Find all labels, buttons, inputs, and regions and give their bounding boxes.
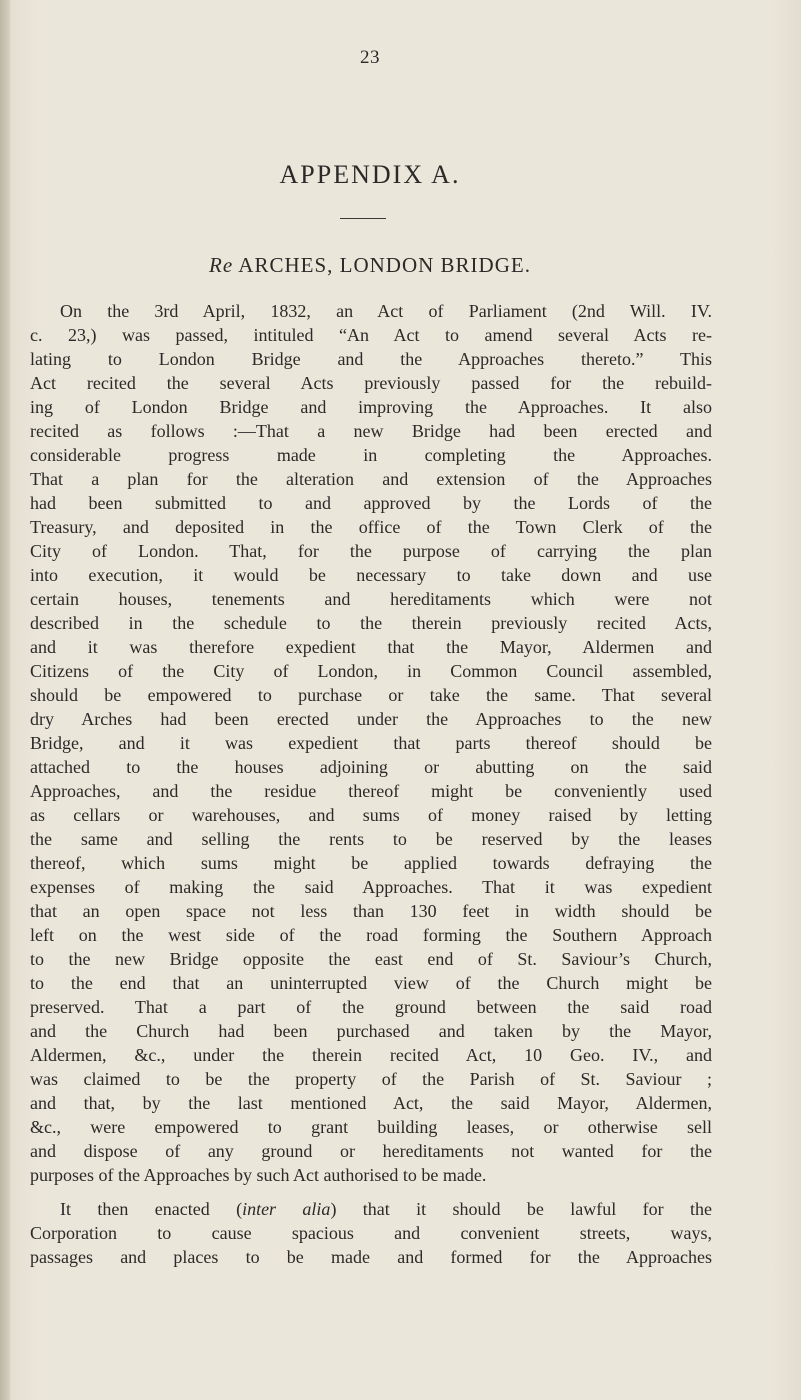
paragraph-line: On the 3rd April, 1832, an Act of Parliament (2nd Will. IV. [60, 301, 712, 321]
paragraph-line: recited as follows :—That a new Bridge had been erected and [30, 421, 712, 441]
paragraph-line: certain houses, tenements and hereditaments which were not [30, 589, 712, 609]
paragraph-line: Aldermen, &c., under the therein recited Act, 10 Geo. IV., and [30, 1045, 712, 1065]
paragraph-line: the same and selling the rents to be reserved by the leases [30, 829, 712, 849]
paragraph-line: Corporation to cause spacious and convenient streets, ways, [30, 1223, 712, 1243]
paragraph-line: City of London. That, for the purpose of carrying the plan [30, 541, 712, 561]
paragraph-line: c. 23,) was passed, intituled “An Act to amend several Acts re- [30, 325, 712, 345]
paragraph-line: Approaches, and the residue thereof might be conveniently used [30, 781, 712, 801]
paragraph-line: dry Arches had been erected under the Approaches to the new [30, 709, 712, 729]
paragraph-line: should be empowered to purchase or take the same. That several [30, 685, 712, 705]
paragraph-line: and the Church had been purchased and taken by the Mayor, [30, 1021, 712, 1041]
paragraph-line: as cellars or warehouses, and sums of money raised by letting [30, 805, 712, 825]
paragraph-line: That a plan for the alteration and extension of the Approaches [30, 469, 712, 489]
paragraph-line: Citizens of the City of London, in Common Council assembled, [30, 661, 712, 681]
latin-phrase: inter alia [242, 1199, 331, 1219]
paragraph-line: preserved. That a part of the ground between the said road [30, 997, 712, 1017]
subheading-title: ARCHES, LONDON BRIDGE. [238, 253, 531, 277]
binding-gutter [0, 0, 10, 1400]
paragraph-line: ing of London Bridge and improving the Approaches. It also [30, 397, 712, 417]
paragraph-line: passages and places to be made and formed for the Approaches [30, 1247, 712, 1267]
paragraph-line: and it was therefore expedient that the Mayor, Aldermen and [30, 637, 712, 657]
paragraph-line: was claimed to be the property of the Parish of St. Saviour ; [30, 1069, 712, 1089]
paragraph-line: &c., were empowered to grant building leases, or otherwise sell [30, 1117, 712, 1137]
paragraph-line: left on the west side of the road forming the Southern Approach [30, 925, 712, 945]
text-run: It then enacted ( [60, 1199, 243, 1219]
paragraph-line: described in the schedule to the therein previously recited Acts, [30, 613, 712, 633]
paragraph-line: to the new Bridge opposite the east end of St. Saviour’s Church, [30, 949, 712, 969]
paragraph-line: into execution, it would be necessary to take down and use [30, 565, 712, 585]
appendix-heading: APPENDIX A. [279, 160, 461, 189]
page-number: 23 [360, 47, 380, 68]
body-text [30, 299, 712, 1269]
paragraph-line: Bridge, and it was expedient that parts thereof should be [30, 733, 712, 753]
paragraph-line [30, 1197, 712, 1221]
paragraph-line: considerable progress made in completing the Approaches. [30, 445, 712, 465]
paragraph-line: and dispose of any ground or hereditaments not wanted for the [30, 1141, 712, 1161]
section-subheading [0, 253, 740, 278]
paragraph-line: Treasury, and deposited in the office of the Town Clerk of the [30, 517, 712, 537]
paragraph-1 [30, 299, 712, 1187]
heading-divider [340, 218, 386, 219]
paragraph-2 [30, 1197, 712, 1269]
paragraph-line: thereof, which sums might be applied towards defraying the [30, 853, 712, 873]
paragraph-line: to the end that an uninterrupted view of the Church might be [30, 973, 712, 993]
paragraph-line: had been submitted to and approved by the Lords of the [30, 493, 712, 513]
paragraph-line: and that, by the last mentioned Act, the said Mayor, Aldermen, [30, 1093, 712, 1113]
paragraph-line: lating to London Bridge and the Approaches thereto.” This [30, 349, 712, 369]
paragraph-line: expenses of making the said Approaches. That it was expedient [30, 877, 712, 897]
paragraph-line: that an open space not less than 130 feet in width should be [30, 901, 712, 921]
paragraph-line: purposes of the Approaches by such Act authorised to be made. [30, 1165, 487, 1185]
subheading-prefix: Re [209, 253, 234, 277]
text-run: ) that it should be lawful for the [330, 1199, 712, 1219]
paragraph-line: attached to the houses adjoining or abutting on the said [30, 757, 712, 777]
paragraph-line: Act recited the several Acts previously passed for the rebuild- [30, 373, 712, 393]
